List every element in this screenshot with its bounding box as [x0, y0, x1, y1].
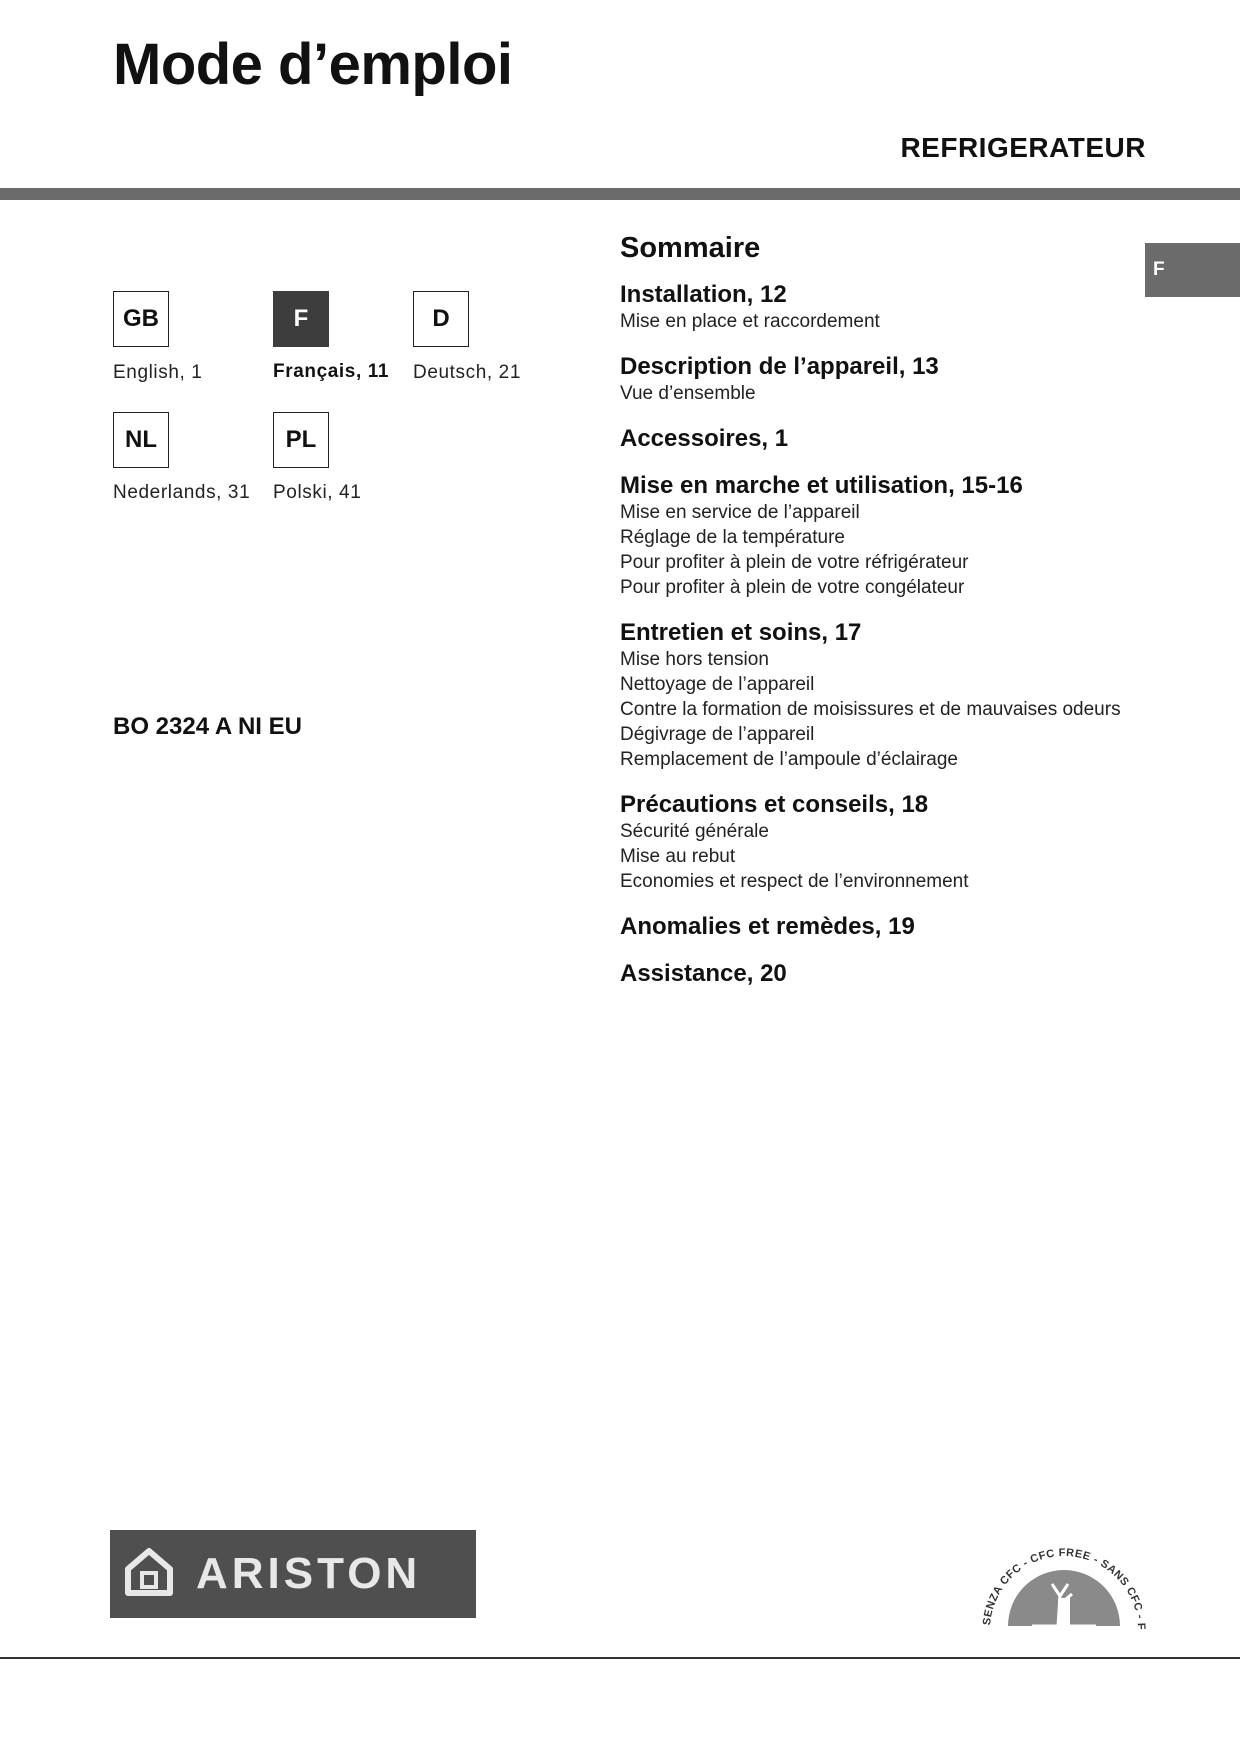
lang-box-f[interactable]: F	[273, 291, 329, 347]
svg-text:SENZA CFC - CFC FREE - SANS CF: SENZA CFC - CFC FREE - SANS CFC - F	[981, 1546, 1148, 1631]
toc-item: Mise en place et raccordement	[620, 311, 880, 332]
toc-heading[interactable]: Installation, 12	[620, 281, 787, 308]
footer-divider	[0, 1657, 1240, 1659]
cfc-free-seal	[972, 1518, 1156, 1636]
language-side-tab: F	[1145, 243, 1240, 297]
toc-section-accessoires	[620, 425, 1180, 453]
lang-box-nl[interactable]: NL	[113, 412, 169, 468]
toc-item: Contre la formation de moisissures et de mauvaises odeurs	[620, 699, 1121, 720]
toc-item: Réglage de la température	[620, 527, 845, 548]
toc-item: Nettoyage de l’appareil	[620, 674, 815, 695]
toc-item: Mise hors tension	[620, 649, 769, 670]
toc-heading[interactable]: Accessoires, 1	[620, 425, 789, 452]
toc-heading[interactable]: Anomalies et remèdes, 19	[620, 913, 915, 940]
lang-label-nl[interactable]: Nederlands, 31	[113, 482, 251, 503]
toc-item: Vue d’ensemble	[620, 383, 756, 404]
toc-item: Dégivrage de l’appareil	[620, 724, 815, 745]
toc-section-installation	[620, 281, 1180, 334]
model-number: BO 2324 A NI EU	[113, 713, 302, 740]
toc-item: Pour profiter à plein de votre réfrigérateur	[620, 552, 969, 573]
lang-box-pl[interactable]: PL	[273, 412, 329, 468]
lang-box-gb[interactable]: GB	[113, 291, 169, 347]
toc-section-description	[620, 353, 1180, 406]
toc-item: Mise en service de l’appareil	[620, 502, 860, 523]
lang-box-d[interactable]: D	[413, 291, 469, 347]
header-divider	[0, 188, 1240, 200]
lang-label-f[interactable]: Français, 11	[273, 361, 389, 382]
lang-label-pl[interactable]: Polski, 41	[273, 482, 362, 503]
toc-item: Sécurité générale	[620, 821, 769, 842]
document-title: Mode d’emploi	[113, 32, 513, 97]
toc-item: Economies et respect de l’environnement	[620, 871, 969, 892]
toc-item: Pour profiter à plein de votre congélateur	[620, 577, 965, 598]
tree-icon	[1008, 1570, 1120, 1626]
lang-label-gb[interactable]: English, 1	[113, 362, 203, 383]
toc-heading[interactable]: Mise en marche et utilisation, 15-16	[620, 472, 1023, 499]
house-icon	[124, 1547, 174, 1602]
brand-logo	[110, 1530, 476, 1618]
toc-section-precautions	[620, 791, 1180, 894]
toc-heading[interactable]: Description de l’appareil, 13	[620, 353, 939, 380]
table-of-contents	[620, 232, 1180, 1007]
toc-item: Mise au rebut	[620, 846, 736, 867]
toc-section-anomalies	[620, 913, 1180, 941]
toc-heading[interactable]: Entretien et soins, 17	[620, 619, 862, 646]
toc-heading[interactable]: Précautions et conseils, 18	[620, 791, 929, 818]
toc-section-entretien	[620, 619, 1180, 772]
toc-section-assistance	[620, 960, 1180, 988]
brand-name: ARISTON	[196, 1549, 422, 1598]
document-subtitle: REFRIGERATEUR	[900, 132, 1146, 163]
toc-item: Remplacement de l’ampoule d’éclairage	[620, 749, 958, 770]
toc-heading[interactable]: Assistance, 20	[620, 960, 787, 987]
lang-label-d[interactable]: Deutsch, 21	[413, 362, 521, 383]
toc-section-utilisation	[620, 472, 1180, 600]
toc-title: Sommaire	[620, 232, 761, 264]
